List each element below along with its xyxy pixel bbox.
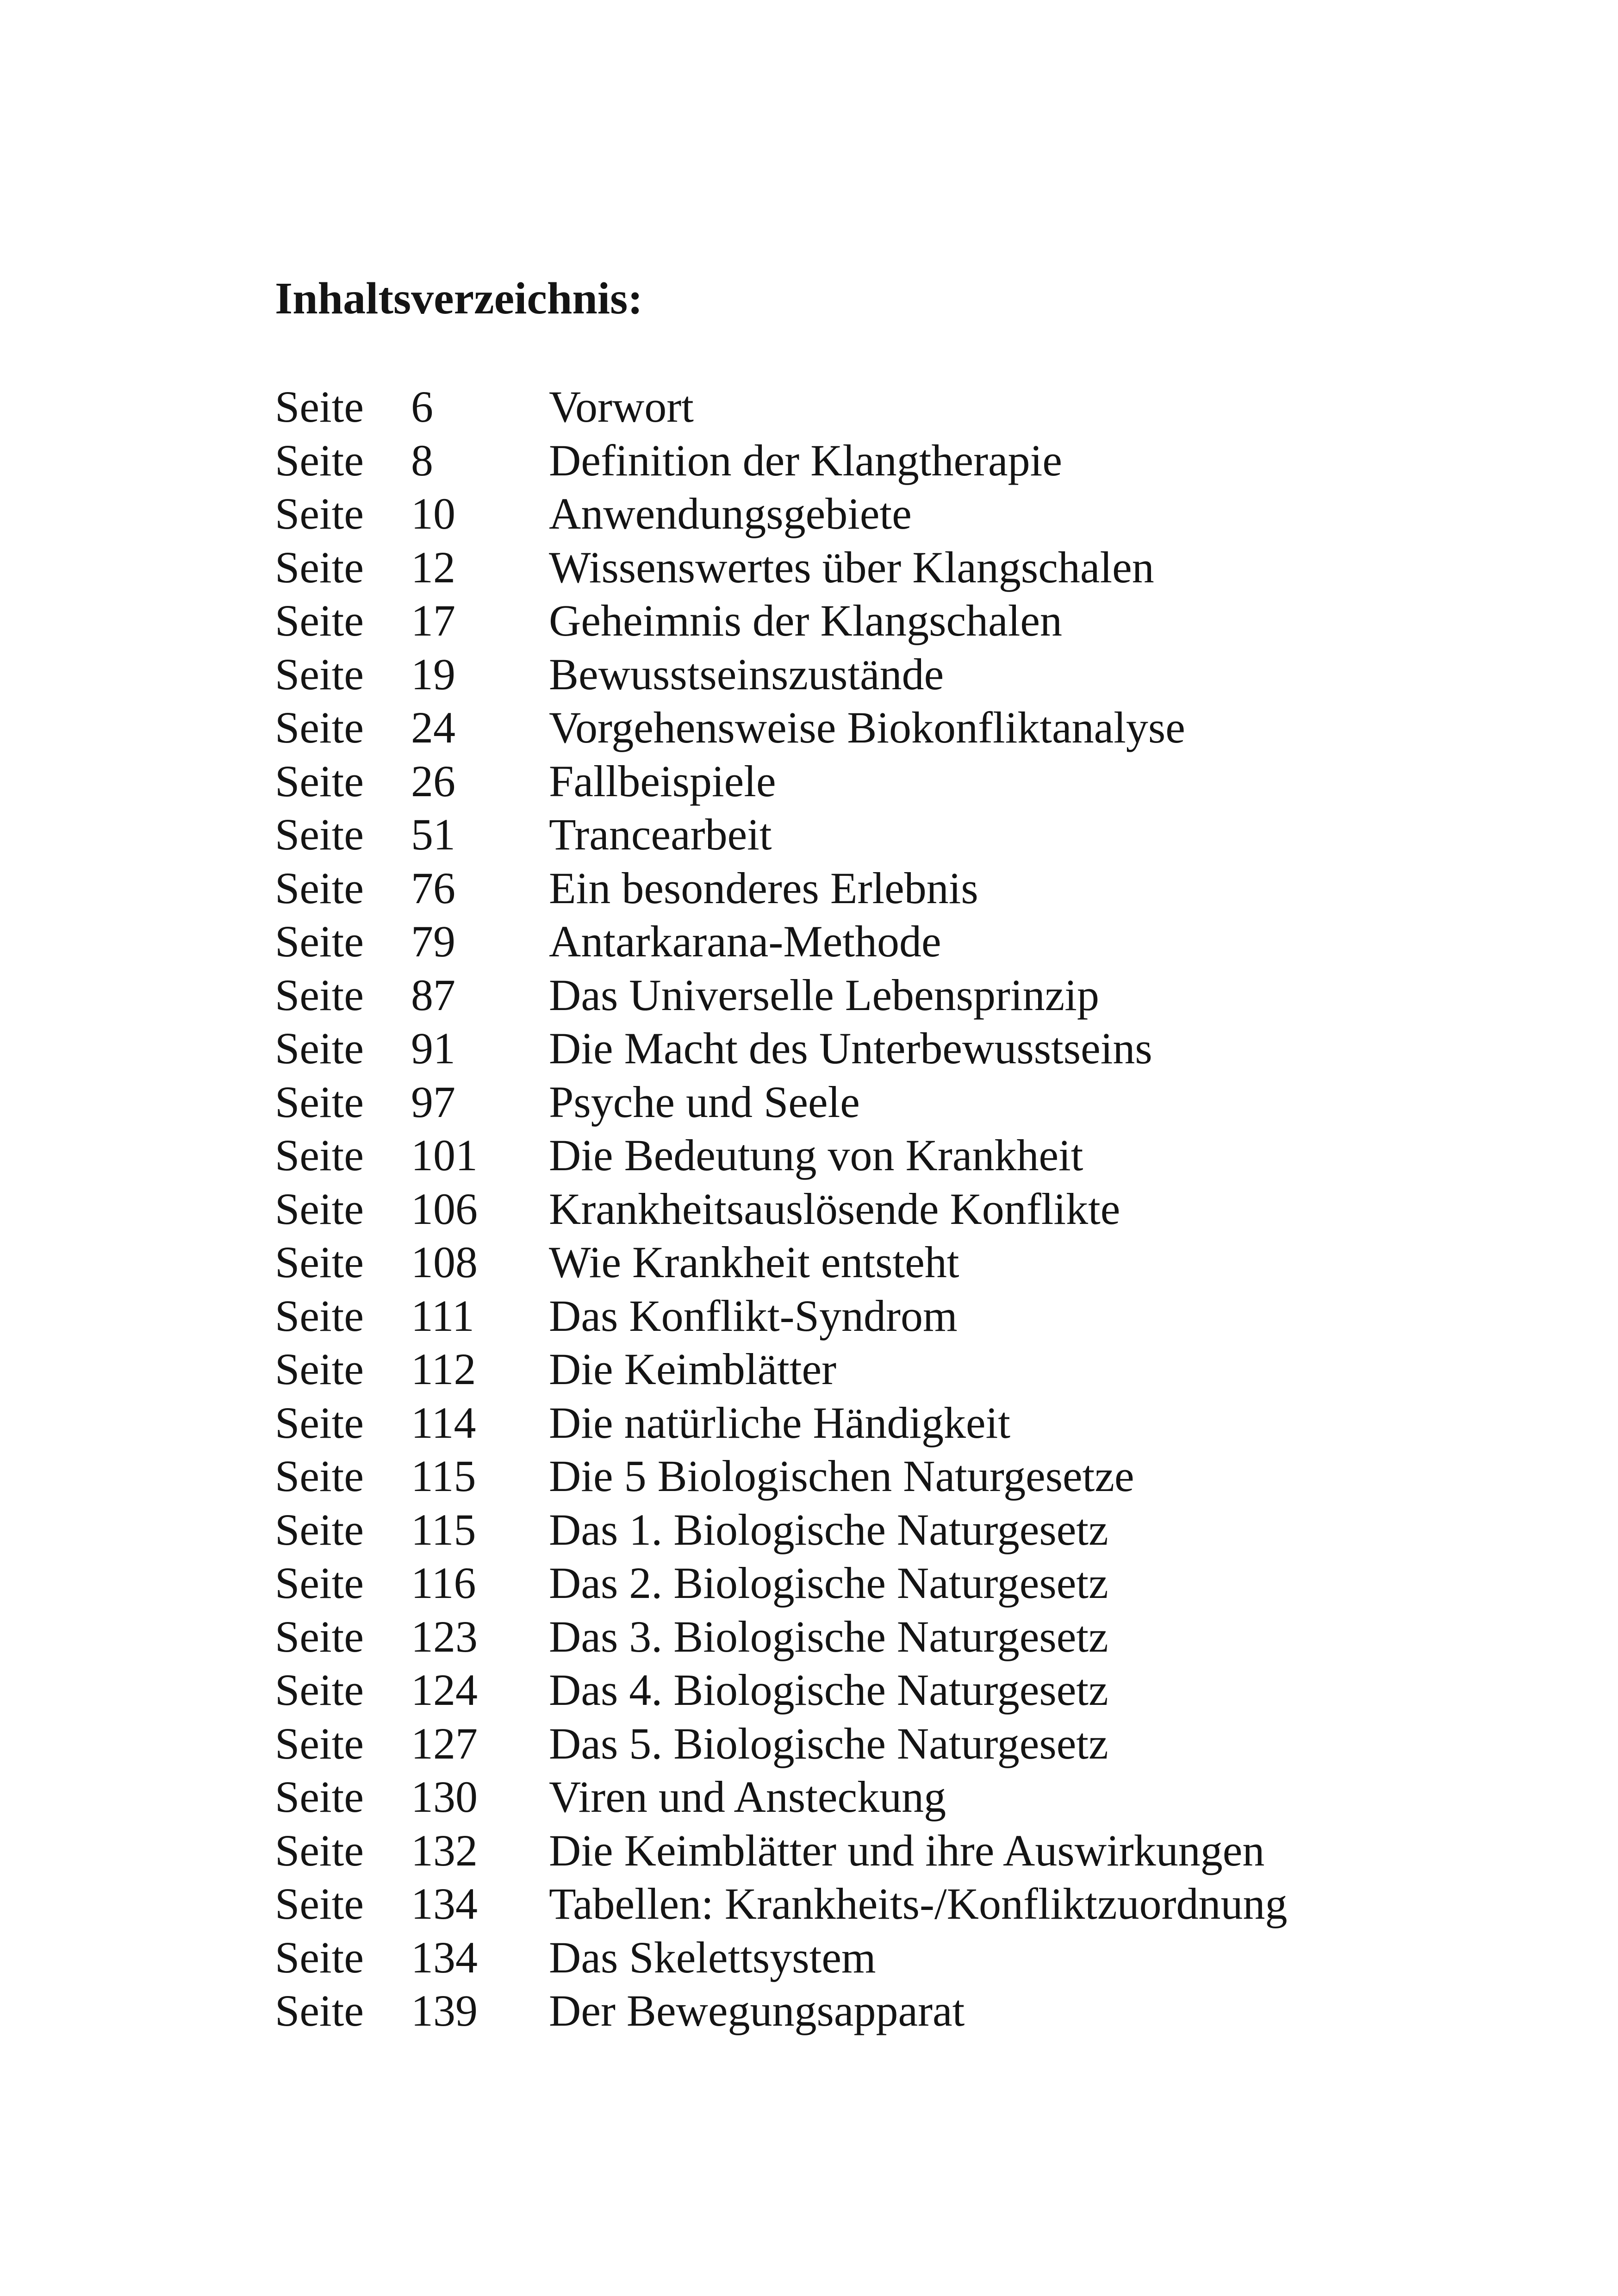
toc-page-number: 91 [411,1023,455,1073]
toc-seite-label: Seite [275,1504,364,1554]
toc-seite-label: Seite [275,810,364,859]
toc-seite-label: Seite [275,435,364,485]
toc-page-number: 17 [411,596,455,645]
toc-seite-label: Seite [275,1077,364,1127]
toc-entry-title: Ein besonderes Erlebnis [549,863,978,913]
toc-entry-title: Die Keimblätter und ihre Auswirkungen [549,1825,1265,1875]
toc-entry [275,648,1432,701]
toc-seite-label: Seite [275,1772,364,1822]
toc-seite-label: Seite [275,1932,364,1982]
toc-entry-title: Die Keimblätter [549,1344,837,1394]
toc-entry [275,1449,1432,1503]
toc-entry-title: Geheimnis der Klangschalen [549,596,1062,645]
toc-page-number: 111 [411,1291,474,1341]
toc-seite-label: Seite [275,1718,364,1768]
toc-seite-label: Seite [275,1665,364,1715]
toc-entry [275,1984,1432,2038]
toc-entry [275,861,1432,915]
toc-entry-title: Das 5. Biologische Naturgesetz [549,1718,1108,1768]
toc-seite-label: Seite [275,542,364,592]
toc-seite-label: Seite [275,756,364,806]
toc-page-number: 10 [411,489,455,538]
toc-page-number: 6 [411,382,433,431]
toc-seite-label: Seite [275,1291,364,1341]
toc-seite-label: Seite [275,596,364,645]
toc-entry [275,1129,1432,1182]
toc-entry-title: Das 3. Biologische Naturgesetz [549,1611,1108,1661]
toc-page-number: 134 [411,1932,478,1982]
toc-entry [275,1877,1432,1931]
toc-page-number: 108 [411,1237,478,1287]
toc-entry [275,915,1432,968]
toc-entry-title: Das Konflikt-Syndrom [549,1291,958,1341]
toc-seite-label: Seite [275,1398,364,1447]
toc-page-number: 101 [411,1130,478,1180]
toc-entry [275,1931,1432,1984]
toc-entry-title: Das Universelle Lebensprinzip [549,970,1099,1020]
toc-entry [275,1770,1432,1824]
toc-entry-title: Bewusstseinszustände [549,649,944,699]
toc-entry-title: Wie Krankheit entsteht [549,1237,959,1287]
toc-entry [275,380,1432,434]
toc-seite-label: Seite [275,1023,364,1073]
toc-seite-label: Seite [275,1344,364,1394]
toc-entry [275,594,1432,648]
toc-entry-title: Viren und Ansteckung [549,1772,946,1822]
toc-entry [275,1503,1432,1557]
toc-entry [275,434,1432,487]
toc-page-number: 139 [411,1986,478,2035]
toc-entry-title: Das 2. Biologische Naturgesetz [549,1558,1108,1608]
toc-entry-title: Der Bewegungsapparat [549,1986,965,2035]
toc-entry-title: Trancearbeit [549,810,772,859]
table-of-contents [275,380,1432,2038]
toc-page-number: 8 [411,435,433,485]
toc-page-number: 132 [411,1825,478,1875]
toc-page-number: 97 [411,1077,455,1127]
toc-entry [275,808,1432,861]
toc-entry-title: Vorgehensweise Biokonfliktanalyse [549,703,1185,752]
toc-entry-title: Psyche und Seele [549,1077,860,1127]
toc-seite-label: Seite [275,1184,364,1234]
toc-seite-label: Seite [275,1130,364,1180]
toc-page-number: 127 [411,1718,478,1768]
toc-page-number: 79 [411,917,455,966]
toc-page-number: 87 [411,970,455,1020]
toc-entry [275,487,1432,541]
toc-entry-title: Die 5 Biologischen Naturgesetze [549,1451,1134,1501]
toc-page-number: 114 [411,1398,476,1447]
toc-entry-title: Die natürliche Händigkeit [549,1398,1010,1447]
toc-entry-title: Wissenswertes über Klangschalen [549,542,1154,592]
toc-page-number: 124 [411,1665,478,1715]
toc-seite-label: Seite [275,863,364,913]
toc-page-number: 106 [411,1184,478,1234]
toc-entry-title: Die Bedeutung von Krankheit [549,1130,1083,1180]
toc-page-number: 116 [411,1558,476,1608]
page-title: Inhaltsverzeichnis: [275,274,643,324]
toc-page-number: 26 [411,756,455,806]
toc-entry-title: Das Skelettsystem [549,1932,876,1982]
toc-seite-label: Seite [275,1825,364,1875]
toc-entry-title: Das 1. Biologische Naturgesetz [549,1504,1108,1554]
toc-seite-label: Seite [275,703,364,752]
toc-entry [275,1342,1432,1396]
toc-entry [275,1610,1432,1664]
toc-entry [275,968,1432,1022]
toc-entry-title: Anwendungsgebiete [549,489,912,538]
toc-page-number: 51 [411,810,455,859]
toc-seite-label: Seite [275,489,364,538]
toc-seite-label: Seite [275,970,364,1020]
toc-entry-title: Tabellen: Krankheits-/Konfliktzuordnung [549,1879,1288,1928]
toc-seite-label: Seite [275,1986,364,2035]
toc-seite-label: Seite [275,1611,364,1661]
toc-entry [275,1663,1432,1717]
toc-seite-label: Seite [275,1558,364,1608]
toc-entry [275,1556,1432,1610]
toc-entry-title: Das 4. Biologische Naturgesetz [549,1665,1108,1715]
toc-page-number: 115 [411,1504,476,1554]
toc-seite-label: Seite [275,917,364,966]
toc-page-number: 123 [411,1611,478,1661]
toc-page-number: 115 [411,1451,476,1501]
toc-entry [275,1022,1432,1075]
toc-seite-label: Seite [275,1237,364,1287]
toc-entry-title: Die Macht des Unterbewusstseins [549,1023,1152,1073]
toc-seite-label: Seite [275,382,364,431]
toc-page-number: 134 [411,1879,478,1928]
toc-page-number: 76 [411,863,455,913]
toc-page-number: 130 [411,1772,478,1822]
toc-entry [275,1289,1432,1343]
toc-seite-label: Seite [275,1879,364,1928]
toc-entry [275,1824,1432,1878]
toc-entry-title: Antarkarana-Methode [549,917,941,966]
toc-entry [275,1717,1432,1771]
toc-entry [275,1396,1432,1450]
toc-entry-title: Fallbeispiele [549,756,776,806]
toc-seite-label: Seite [275,1451,364,1501]
toc-entry [275,541,1432,594]
toc-page-number: 112 [411,1344,476,1394]
toc-entry [275,701,1432,755]
toc-page-number: 24 [411,703,455,752]
toc-entry-title: Vorwort [549,382,694,431]
toc-seite-label: Seite [275,649,364,699]
toc-entry [275,1235,1432,1289]
toc-entry [275,1075,1432,1129]
toc-entry [275,1182,1432,1236]
toc-page-number: 19 [411,649,455,699]
toc-entry [275,755,1432,808]
toc-page-number: 12 [411,542,455,592]
toc-entry-title: Definition der Klangtherapie [549,435,1062,485]
toc-entry-title: Krankheitsauslösende Konflikte [549,1184,1120,1234]
